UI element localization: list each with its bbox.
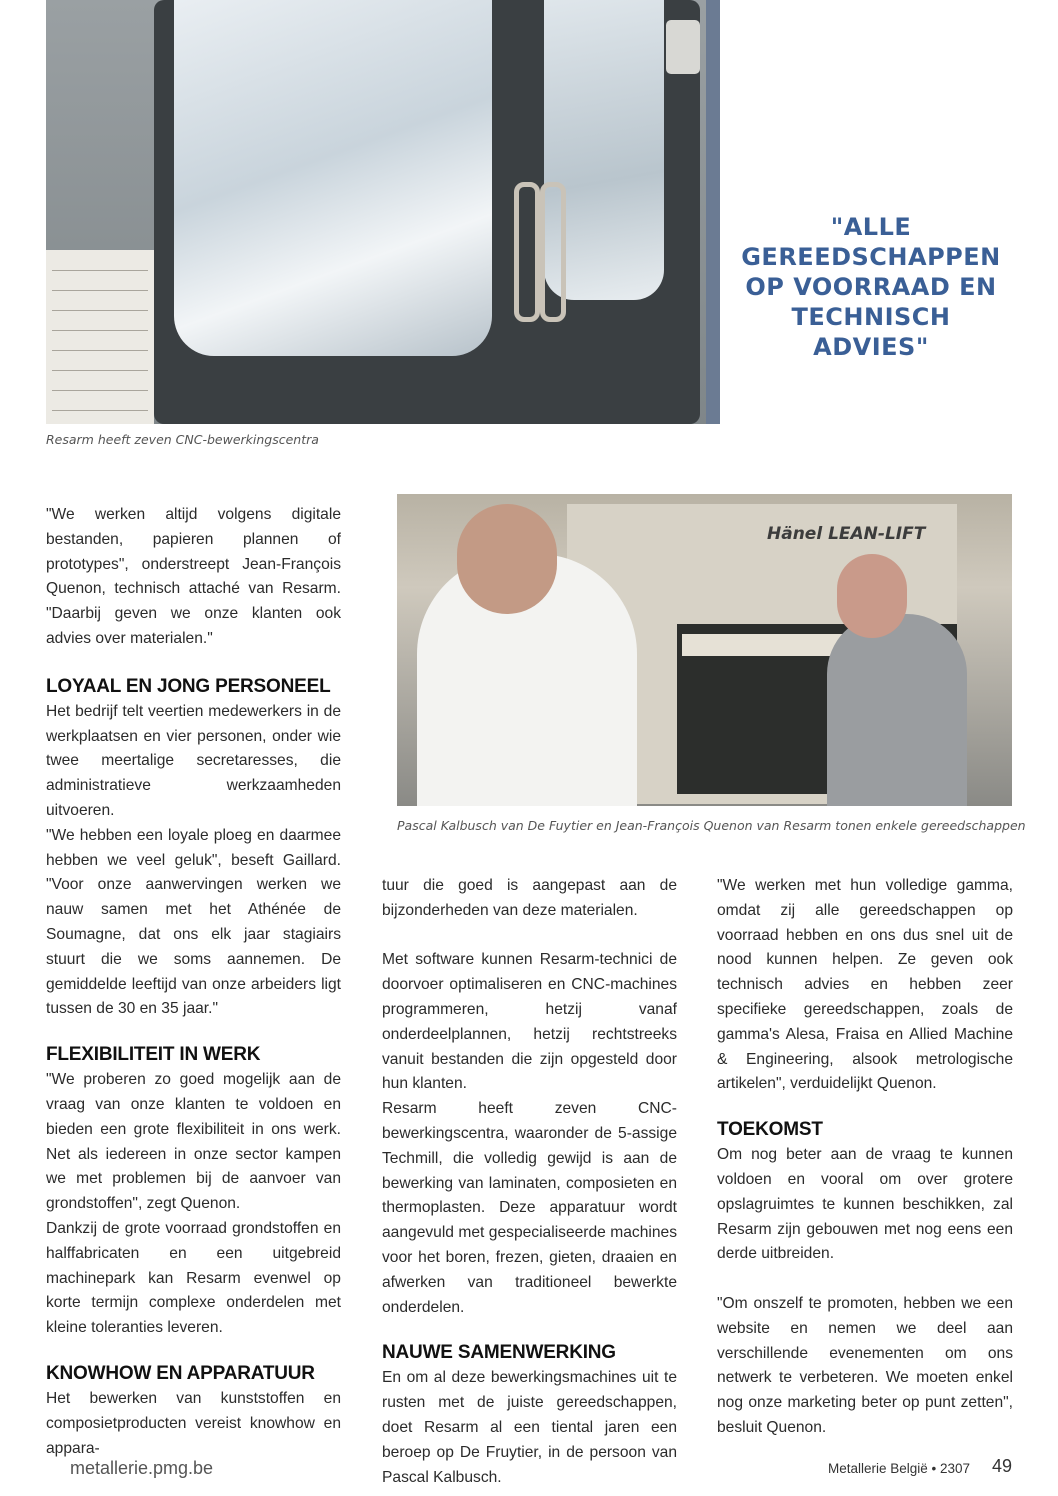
paragraph: "Om onszelf te promoten, hebben we een website en nemen we deel aan verschillende evenementen om ons netwerk te verbeteren. We moeten enkel nog onze marketing beter op punt zetten", besluit Quenon.	[717, 1294, 1013, 1436]
footer-website-link[interactable]: metallerie.pmg.be	[70, 1458, 214, 1478]
paragraph: Het bewerken van kunststoffen en composietproducten vereist knowhow en appara-	[46, 1389, 341, 1457]
people-photo	[397, 494, 1012, 806]
text-column-2	[382, 874, 677, 1490]
paragraph: tuur die goed is aangepast aan de bijzonderheden van deze materialen.	[382, 877, 677, 919]
cnc-machine-photo	[46, 0, 720, 424]
paragraph: "We proberen zo goed mogelijk aan de vraag van onze klanten te voldoen en bieden een grote flexibiliteit in ons werk. Net als iedereen in onze sector kampen we met problemen bij de aanvoer van grondstoffen", zegt Quenon.	[46, 1071, 341, 1213]
footer-issue-label: Metallerie België • 2307	[828, 1461, 971, 1476]
paragraph: Met software kunnen Resarm-technici de doorvoer optimaliseren en CNC-machines programmeren, hetzij vanaf onderdeelplannen, hetzij rechtstreeks vanuit bestanden die zijn opgesteld door hun klanten.	[382, 951, 677, 1093]
paragraph: Resarm heeft zeven CNC-bewerkingscentra, waaronder de 5-assige Techmill, die volledig gewijd is aan de bewerking van laminaten, composieten en thermoplasten. Deze apparatuur wordt aangevuld met gespecialiseerde machines voor het boren, frezen, gieten, draaien en afwerken van traditioneel bewerkte onderdelen.	[382, 1100, 677, 1316]
paragraph: Het bedrijf telt veertien medewerkers in de werkplaatsen en vier personen, onder wie twee meertalige secretaresses, die administratieve werkzaamheden uitvoeren.	[46, 702, 341, 819]
pull-quote: "ALLE GEREEDSCHAPPEN OP VOORRAAD EN TECHNISCH ADVIES"	[741, 213, 1001, 361]
section-heading: FLEXIBILITEIT IN WERK	[46, 1044, 261, 1066]
page-number: 49	[992, 1456, 1013, 1476]
paragraph: Om nog beter aan de vraag te kunnen voldoen en vooral om over grotere opslagruimtes te kunnen beschikken, zal Resarm zijn gebouwen met nog eens een derde uitbreiden.	[717, 1146, 1013, 1263]
section-heading: NAUWE SAMENWERKING	[382, 1342, 616, 1364]
photo-caption: Pascal Kalbusch van De Fuytier en Jean-François Quenon van Resarm tonen enkele gereedschappen	[397, 818, 1026, 833]
text-column-3	[717, 874, 1013, 1441]
section-heading: LOYAAL EN JONG PERSONEEL	[46, 675, 331, 697]
paragraph: "We hebben een loyale ploeg en daarmee hebben we veel geluk", beseft Gaillard. "Voor onze aanwervingen werken we nauw samen met het Athénée de Soumagne, dat ons elk jaar stagiairs stuurt die we soms aannemen. De gemiddelde leeftijd van onze arbeiders ligt tussen de 30 en 35 jaar."	[46, 826, 341, 1018]
section-heading: TOEKOMST	[717, 1119, 823, 1141]
paragraph: Dankzij de grote voorraad grondstoffen en halffabricaten en een uitgebreid machinepark kan Resarm evenwel op korte termijn complexe onderdelen met kleine toleranties leveren.	[46, 1219, 341, 1337]
paragraph: En om al deze bewerkingsmachines uit te rusten met de juiste gereedschappen, doet Resarm al een tiental jaren een beroep op De Fruytier, in de persoon van Pascal Kalbusch.	[382, 1369, 677, 1486]
text-column-1	[46, 503, 341, 1461]
paragraph: "We werken altijd volgens digitale bestanden, papieren plannen of prototypes", onderstreept Jean-François Quenon, technisch attaché van Resarm. "Daarbij geven we onze klanten ook advies over materialen."	[46, 506, 341, 647]
photo-caption: Resarm heeft zeven CNC-bewerkingscentra	[46, 432, 319, 447]
paragraph: "We werken met hun volledige gamma, omdat zij alle gereedschappen op voorraad hebben en ons dus snel uit de nood kunnen helpen. Ze geven ook technisch advies en hebben zeer specifieke gereedschappen, zoals de gamma's Alesa, Fraisa en Allied Machine & Engineering, alsook metrologische artikelen", verduidelijkt Quenon.	[717, 877, 1013, 1093]
photo-sign-text: Hänel LEAN-LIFT	[767, 524, 926, 544]
section-heading: KNOWHOW EN APPARATUUR	[46, 1362, 315, 1384]
